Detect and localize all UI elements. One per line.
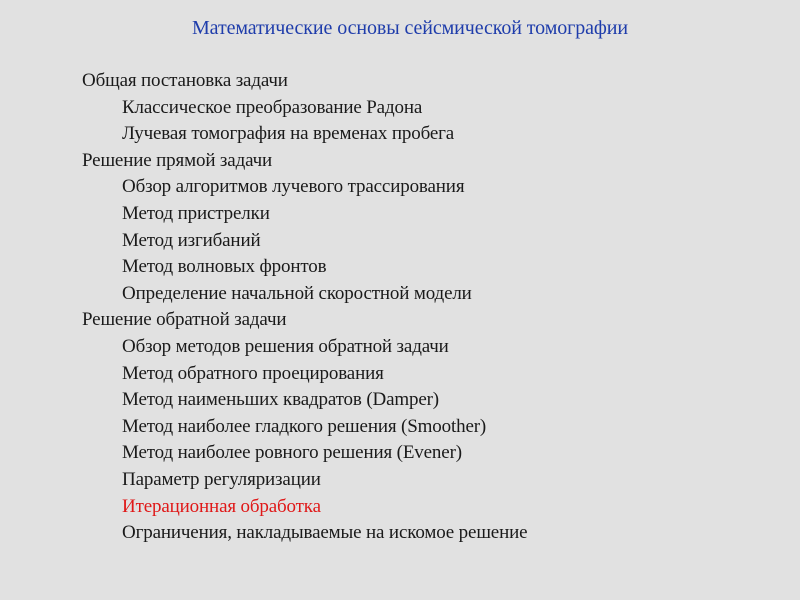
outline-item: Метод наиболее ровного решения (Evener) <box>122 442 462 464</box>
outline-item: Метод волновых фронтов <box>122 256 327 278</box>
outline-item: Определение начальной скоростной модели <box>122 282 472 304</box>
outline-item: Метод изгибаний <box>122 229 261 251</box>
outline-item: Классическое преобразование Радона <box>122 96 423 118</box>
outline-item: Лучевая томография на временах пробега <box>122 123 455 145</box>
outline-item: Метод наиболее гладкого решения (Smoother) <box>122 415 487 437</box>
outline-item: Метод обратного проецирования <box>122 362 384 384</box>
outline-item: Обзор методов решения обратной задачи <box>122 335 449 357</box>
outline-section: Решение прямой задачи <box>82 149 273 171</box>
topic-outline <box>82 68 527 547</box>
outline-section: Общая постановка задачи <box>82 70 288 91</box>
outline-item: Параметр регуляризации <box>122 468 321 490</box>
outline-item: Метод пристрелки <box>122 202 270 224</box>
outline-section: Решение обратной задачи <box>82 309 287 331</box>
outline-item: Итерационная обработка <box>122 495 321 517</box>
outline-item: Метод наименьших квадратов (Damper) <box>122 389 439 411</box>
slide-title: Математические основы сейсмической томографии <box>192 17 628 39</box>
outline-item: Ограничения, накладываемые на искомое решение <box>122 522 528 544</box>
outline-item: Обзор алгоритмов лучевого трассирования <box>122 176 465 198</box>
